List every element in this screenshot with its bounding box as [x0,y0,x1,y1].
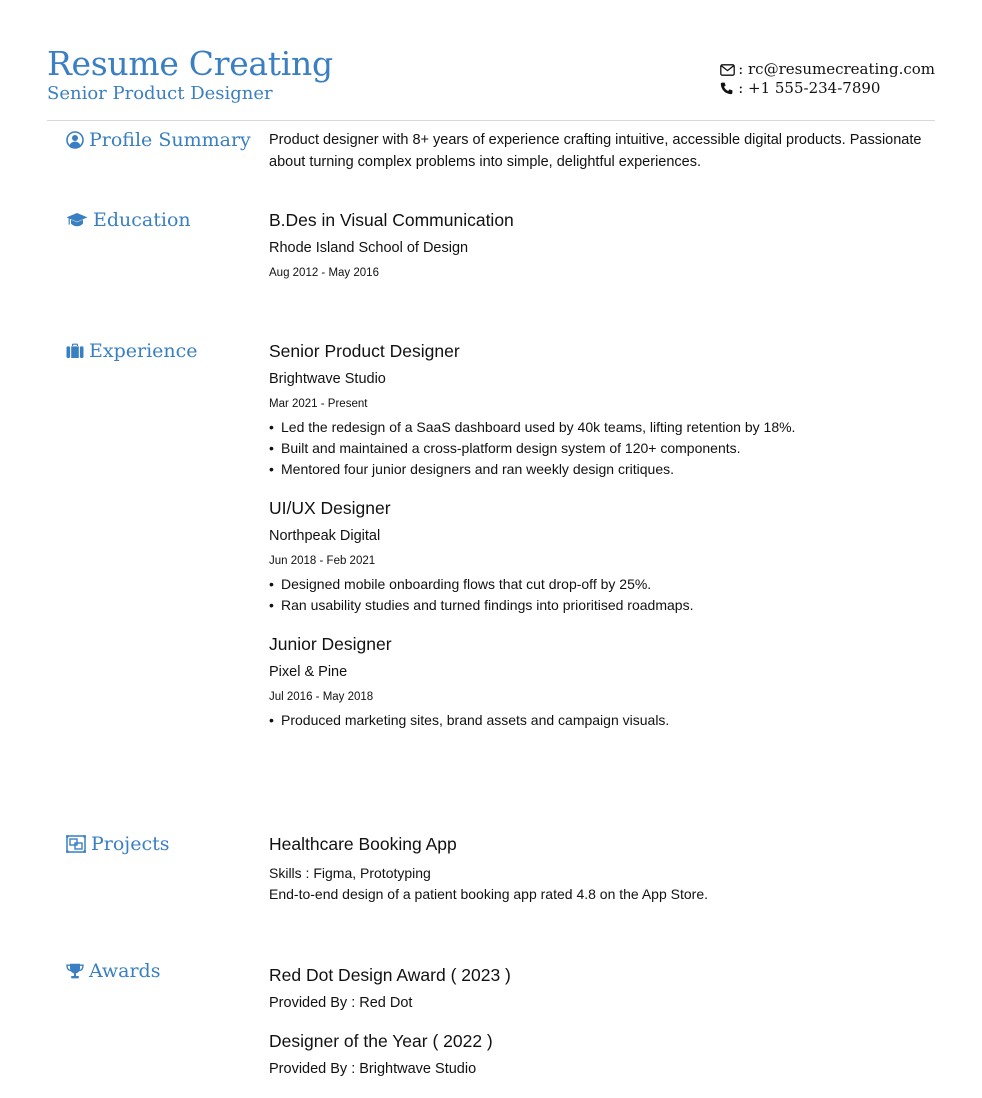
resume-header [47,44,935,121]
trophy-icon [66,963,84,979]
experience-company: Pixel & Pine [269,664,348,680]
education-dates: Aug 2012 - May 2016 [269,267,379,279]
award-entry [269,1029,936,1079]
experience-company: Northpeak Digital [269,528,381,544]
experience-bullets [269,417,936,480]
experience-position: Junior Designer [269,634,392,654]
award-provider: Provided By : Red Dot [269,995,413,1011]
section-title-profile-summary: Profile Summary [66,128,251,152]
experience-position: UI/UX Designer [269,498,391,518]
candidate-name: Resume Creating [47,44,333,83]
section-title-experience: Experience [66,339,198,363]
list-item: • Built and maintained a cross-platform design system of 120+ components. [269,438,936,459]
phone-icon [720,82,735,95]
experience-entry [269,496,936,616]
contact-block [720,60,935,98]
candidate-role: Senior Product Designer [47,83,273,104]
section-title-awards: Awards [66,959,160,983]
experience-bullets [269,710,936,731]
contact-phone [720,79,935,98]
section-title-projects: Projects [66,832,169,856]
experience-entry [269,339,936,480]
experience-dates: Jul 2016 - May 2018 [269,691,374,703]
award-name: Red Dot Design Award ( 2023 ) [269,965,511,985]
phone-text[interactable]: : +1 555-234-7890 [738,79,881,97]
education-degree: B.Des in Visual Communication [269,210,514,230]
experience-company: Brightwave Studio [269,371,386,387]
project-name: Healthcare Booking App [269,834,457,854]
envelope-icon [720,64,735,76]
list-item: • Ran usability studies and turned findings into prioritised roadmaps. [269,595,936,616]
graduation-cap-icon [66,212,88,228]
briefcase-icon [66,343,84,359]
section-title-education: Education [66,208,191,232]
list-item: • Designed mobile onboarding flows that cut drop-off by 25%. [269,574,936,595]
project-diagram-icon [66,835,86,853]
award-provider: Provided By : Brightwave Studio [269,1061,477,1077]
experience-bullets [269,574,936,616]
experience-position: Senior Product Designer [269,341,460,361]
award-entry [269,963,936,1013]
project-entry [269,832,936,905]
list-item: • Produced marketing sites, brand assets and campaign visuals. [269,710,936,731]
user-circle-icon [66,131,84,149]
education-entry [269,208,936,281]
email-text[interactable]: : rc@resumecreating.com [738,60,935,78]
contact-email [720,60,935,79]
project-description: End-to-end design of a patient booking app rated 4.8 on the App Store. [269,886,708,902]
project-skills: Skills : Figma, Prototyping [269,865,431,881]
experience-dates: Jun 2018 - Feb 2021 [269,555,376,567]
award-name: Designer of the Year ( 2022 ) [269,1031,493,1051]
experience-dates: Mar 2021 - Present [269,398,368,410]
list-item: • Led the redesign of a SaaS dashboard used by 40k teams, lifting retention by 18%. [269,417,936,438]
experience-entry [269,632,936,731]
education-school: Rhode Island School of Design [269,240,469,256]
summary-text: Product designer with 8+ years of experience crafting intuitive, accessible digital products. Passionate about turning complex problems into simple, delightful experiences. [269,132,922,170]
list-item: • Mentored four junior designers and ran weekly design critiques. [269,459,936,480]
